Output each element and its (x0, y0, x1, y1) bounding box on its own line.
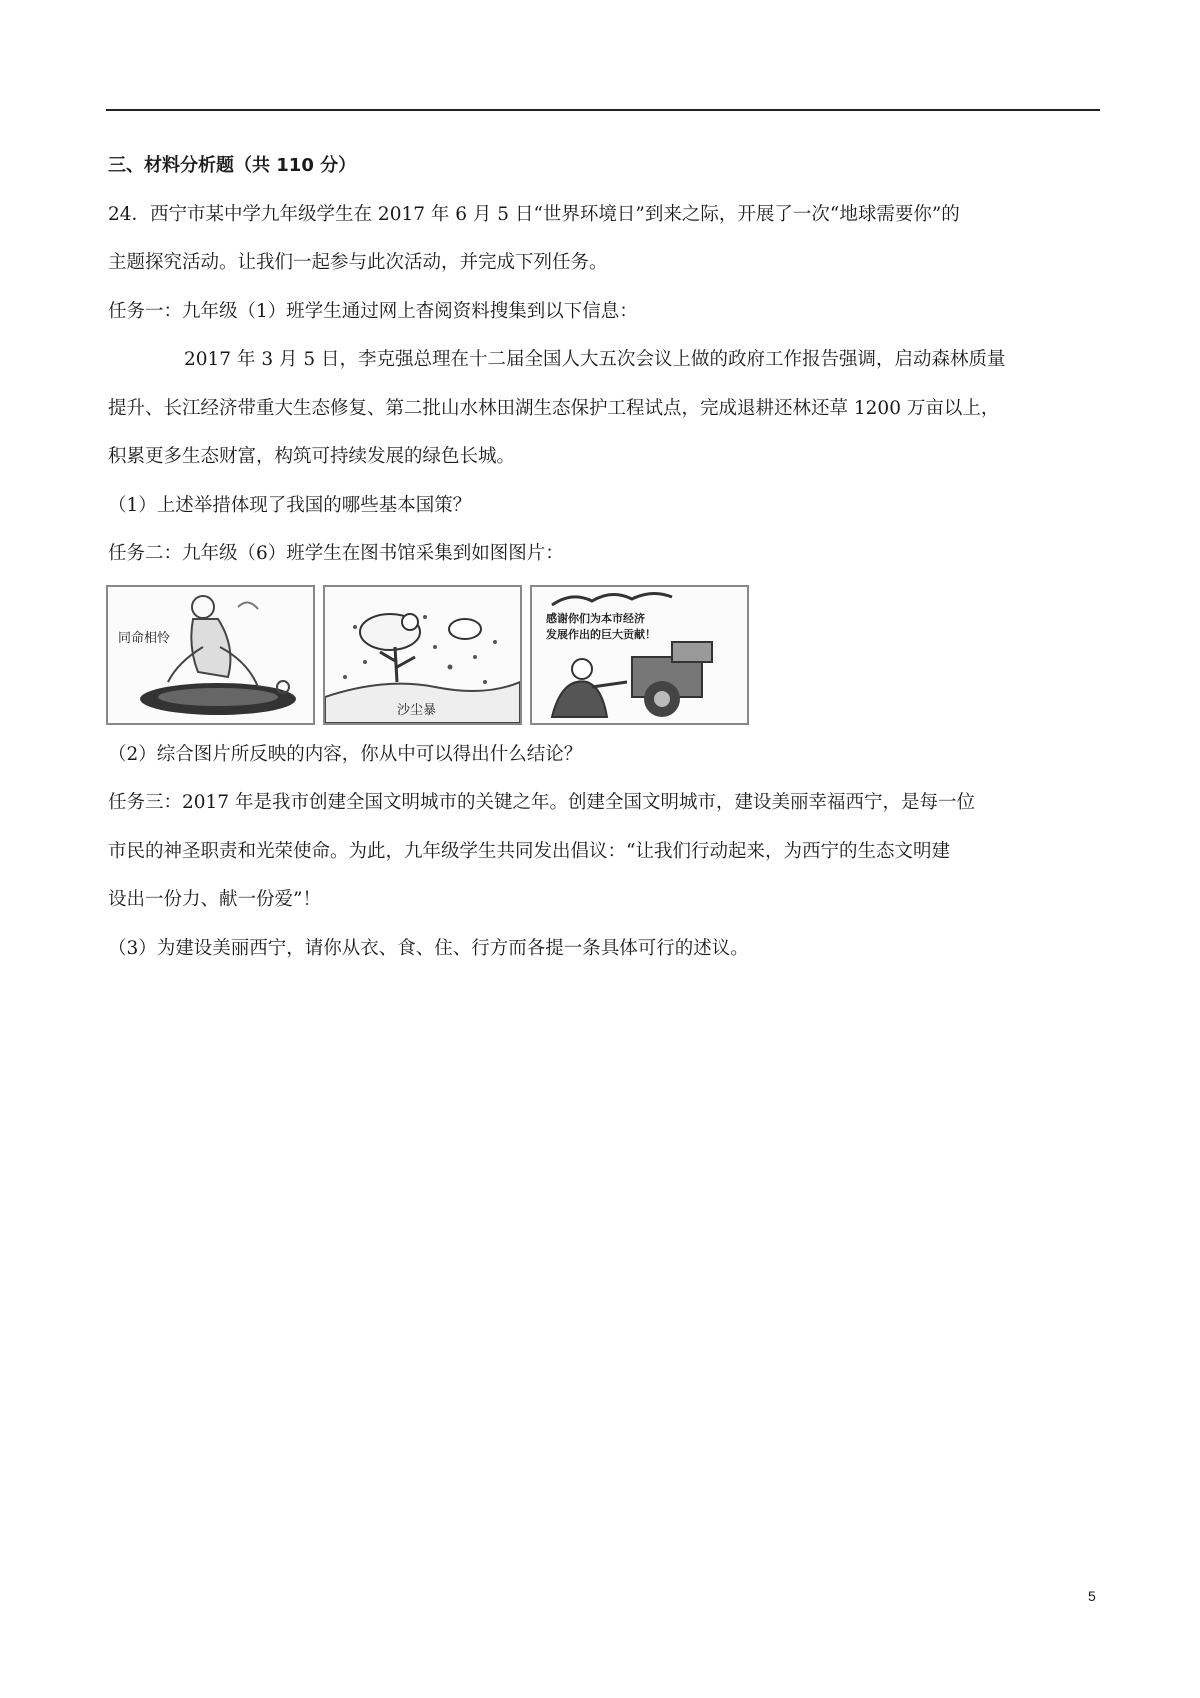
section-title: 三、材料分析题（共 110 分） (108, 155, 357, 176)
cartoon-1-drawing (108, 587, 313, 723)
task-1-intro: 任务一：九年级（1）班学生通过网上杳阅资料搜集到以下信息： (108, 300, 638, 322)
cartoon-3-caption-line-2: 发展作出的巨大贡献！ (546, 627, 656, 641)
cartoon-3-drawing (532, 587, 747, 723)
task-3-line-2: 市民的神圣职责和光荣使命。为此，九年级学生共同发出倡议：“让我们行动起来，为西宁的生态文明建 (108, 840, 950, 862)
page-number: 5 (1088, 1588, 1096, 1604)
task-3-line-3: 设出一份力、献一份爱”！ (108, 889, 321, 910)
question-2: （2）综合图片所反映的内容，你从中可以得出什么结论？ (108, 743, 583, 765)
cartoon-panel-1 (106, 585, 315, 725)
task-3-line-1: 任务三：2017 年是我市创建全国文明城市的关键之年。创建全国文明城市，建设美丽幸福西宁，是每一位 (108, 792, 975, 813)
cartoon-3-caption-line-1: 感谢你们为本市经济 (546, 611, 645, 625)
page-content (108, 150, 1098, 981)
cartoon-images (106, 585, 1098, 725)
cartoon-panel-3 (530, 585, 749, 725)
cartoon-panel-2 (323, 585, 522, 725)
material-line-1: 2017 年 3 月 5 日，李克强总理在十二届全国人大五次会议上做的政府工作报告强调，启动森林质量 (184, 349, 1006, 370)
question-24-line-1: 24．西宁市某中学九年级学生在 2017 年 6 月 5 日“世界环境日”到来之际，开展了一次“地球需要你”的 (108, 203, 960, 225)
material-line-3: 积累更多生态财富，构筑可持续发展的绿色长城。 (108, 446, 516, 467)
cartoon-1-caption: 同命相怜 (118, 630, 171, 646)
cartoon-2-caption: 沙尘暴 (397, 702, 437, 718)
task-2-intro: 任务二：九年级（6）班学生在图书馆采集到如图图片： (108, 543, 564, 564)
question-1: （1）上述举措体现了我国的哪些基本国策？ (108, 494, 472, 516)
material-line-2: 提升、长江经济带重大生态修复、第二批山水林田湖生态保护工程试点，完成退耕还林还草 1200 万亩以上， (108, 397, 1000, 419)
question-3: （3）为建设美丽西宁，请你从衣、食、住、行方而各提一条具体可行的述议。 (108, 937, 749, 959)
header-rule (106, 109, 1100, 111)
question-24-line-2: 主题探究活动。让我们一起参与此次活动，并完成下列任务。 (108, 252, 608, 273)
